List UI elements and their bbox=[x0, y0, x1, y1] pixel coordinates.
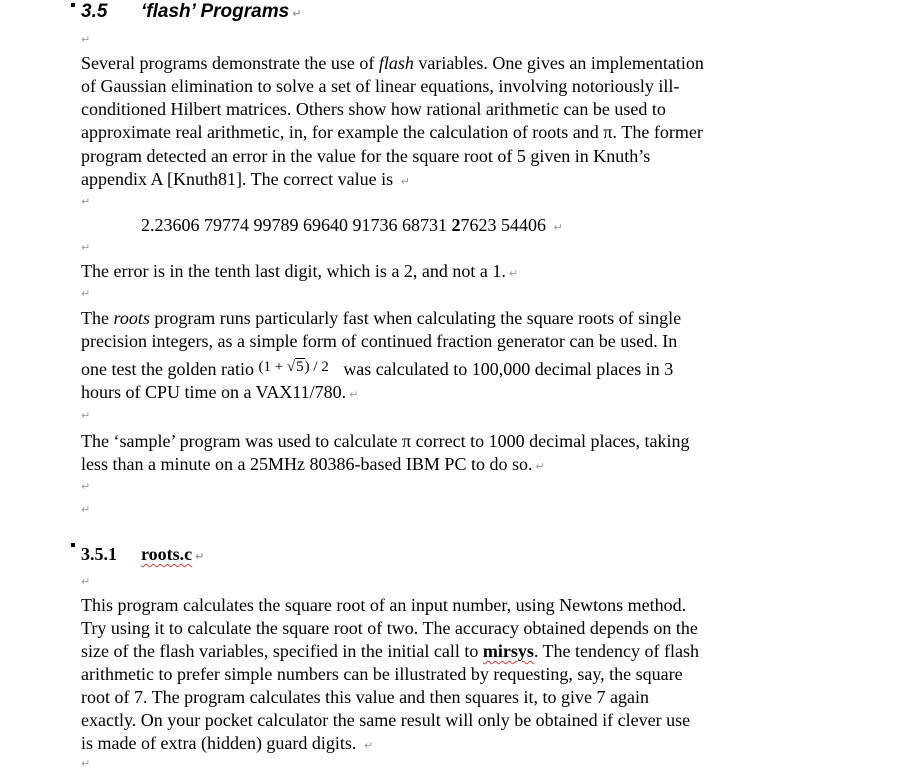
paragraph-mark-icon: ↵ bbox=[81, 195, 91, 208]
para1-line: Several programs demonstrate the use of flash variables. One gives an implementation bbox=[81, 53, 704, 73]
para5-line: arithmetic to prefer simple numbers can be illustrated by requesting, say, the square bbox=[81, 664, 683, 684]
paragraph-mark-icon: ↵ bbox=[81, 480, 91, 493]
paragraph-mark-icon: ↵ bbox=[81, 503, 91, 516]
subsection-heading bbox=[81, 542, 204, 569]
para5-line: Try using it to calculate the square root of two. The accuracy obtained depends on the bbox=[81, 618, 698, 638]
paragraph-mark-icon: ↵ bbox=[292, 7, 302, 20]
paragraph-mark-icon: ↵ bbox=[81, 33, 91, 46]
para3-line: precision integers, as a simple form of continued fraction generator can be used. In bbox=[81, 331, 678, 351]
paragraph-mark-icon: ↵ bbox=[81, 287, 91, 300]
para5-line: is made of extra (hidden) guard digits. ↵ bbox=[81, 733, 374, 753]
para5-line: size of the flash variables, specified in the initial call to mirsys. The tendency of flash bbox=[81, 641, 699, 661]
para5-line: root of 7. The program calculates this value and then squares it, to give 7 again bbox=[81, 687, 650, 707]
para1-line: of Gaussian elimination to solve a set of linear equations, involving notoriously ill- bbox=[81, 76, 680, 96]
subsection-title: roots.c bbox=[141, 544, 193, 564]
paragraph-mark-icon: ↵ bbox=[349, 388, 359, 401]
section-heading bbox=[81, 0, 301, 26]
para5-line: This program calculates the square root of an input number, using Newtons method. bbox=[81, 595, 687, 615]
paragraph-mark-icon: ↵ bbox=[553, 221, 563, 234]
para3-line: hours of CPU time on a VAX11/780. ↵ bbox=[81, 382, 359, 402]
para1-line: approximate real arithmetic, in, for example the calculation of roots and π. The former bbox=[81, 122, 703, 142]
paragraph-mark-icon: ↵ bbox=[508, 267, 519, 280]
paragraph-mark-icon: ↵ bbox=[400, 175, 410, 188]
para3-line: The roots program runs particularly fast when calculating the square roots of single bbox=[81, 308, 682, 328]
paragraph-mark-icon: ↵ bbox=[81, 757, 91, 770]
section-title: ‘flash’ Programs bbox=[141, 1, 290, 22]
paragraph-mark-icon: ↵ bbox=[81, 575, 91, 588]
para4-line: The ‘sample’ program was used to calculate π correct to 1000 decimal places, taking bbox=[81, 431, 690, 451]
para1-line: program detected an error in the value for the square root of 5 given in Knuth’s bbox=[81, 146, 651, 166]
subsection-number: 3.5.1 bbox=[81, 544, 117, 564]
para1-line: appendix A [Knuth81]. The correct value is ↵ bbox=[81, 169, 410, 189]
para2-line: The error is in the tenth last digit, which is a 2, and not a 1. ↵ bbox=[81, 261, 519, 281]
roots-emphasis: roots bbox=[113, 308, 150, 328]
mirsys-function: mirsys bbox=[482, 641, 534, 661]
paragraph-mark-icon: ↵ bbox=[81, 241, 91, 254]
golden-ratio-formula: (1 + √5) / 2 bbox=[258, 359, 329, 375]
sqrt5-value: 2.23606 79774 99789 69640 91736 68731 27623 54406 ↵ bbox=[141, 215, 563, 235]
paragraph-mark-icon: ↵ bbox=[81, 409, 91, 422]
section-number: 3.5 bbox=[81, 1, 108, 22]
para3-line: one test the golden ratio $^{(1 + √5) / 2}$ was calculated to 100,000 decimal places in 3 bbox=[81, 359, 674, 379]
para5-line: exactly. On your pocket calculator the same result will only be obtained if clever use bbox=[81, 710, 691, 730]
paragraph-mark-icon: ↵ bbox=[535, 460, 545, 473]
paragraph-mark-icon: ↵ bbox=[363, 739, 374, 752]
heading-marker bbox=[71, 543, 75, 547]
para4-line: less than a minute on a 25MHz 80386-based IBM PC to do so. ↵ bbox=[81, 454, 545, 474]
flash-emphasis: flash bbox=[378, 53, 414, 73]
heading-marker bbox=[71, 3, 75, 7]
para1-line: conditioned Hilbert matrices. Others show how rational arithmetic can be used to bbox=[81, 99, 666, 119]
paragraph-mark-icon: ↵ bbox=[195, 550, 205, 563]
